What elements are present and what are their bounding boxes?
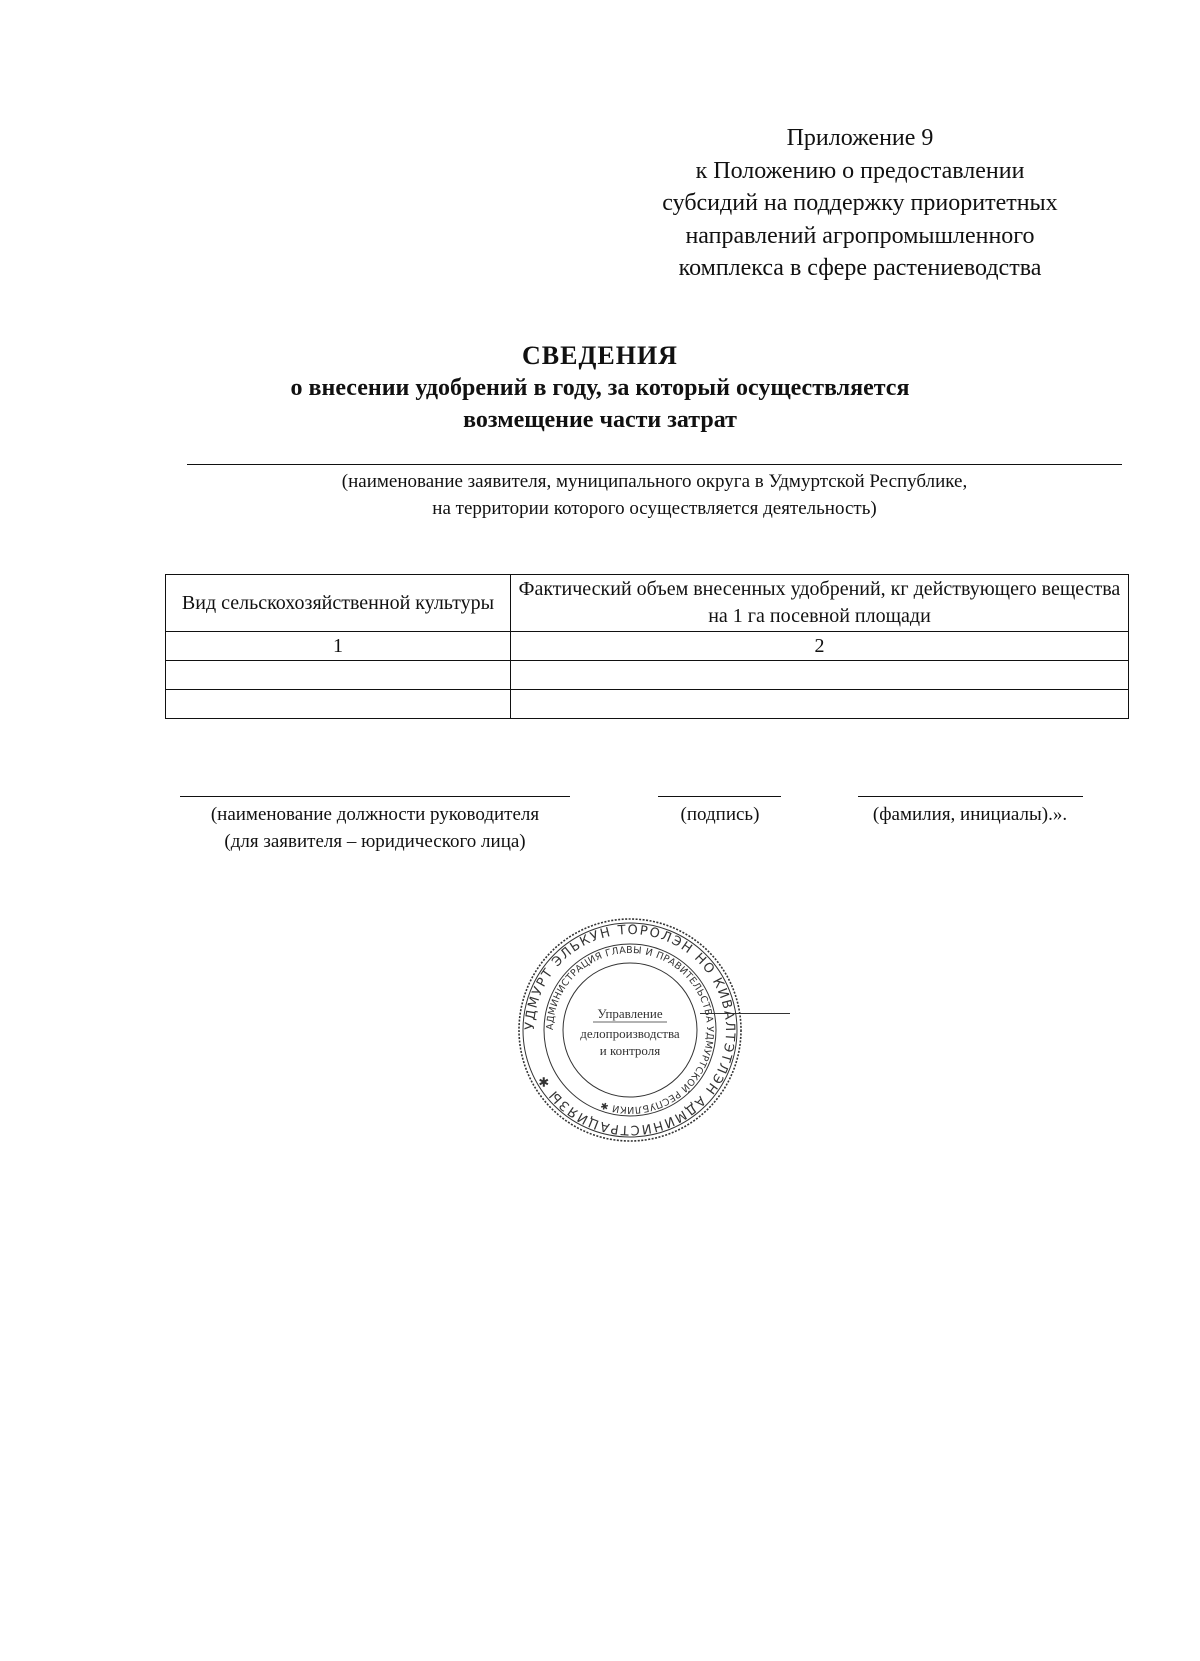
position-caption-line: (для заявителя – юридического лица) [224, 831, 526, 852]
applicant-caption-line: (наименование заявителя, муниципального округа в Удмуртской Республике, [341, 471, 968, 492]
title-line: возмещение части затрат [463, 407, 737, 433]
seal-outer-text: УДМУРТ ЭЛЬКУН ТОРОЛЭН НО КИВАЛТЭТЛЭН АДМИНИСТРАЦИЯЗЫ ✱ [522, 922, 738, 1138]
header-fertilizer-volume: Фактический объем внесенных удобрений, кг действующего вещества на 1 га посевной площади [511, 575, 1129, 632]
signature-caption: (подпись) [680, 804, 760, 825]
table-row [166, 690, 1129, 719]
table-cell[interactable] [511, 661, 1129, 690]
document-title [150, 340, 1050, 436]
appendix-line: субсидий на поддержку приоритетных [662, 190, 1058, 216]
table-cell[interactable] [166, 690, 511, 719]
seal-inner-text: АДМИНИСТРАЦИЯ ГЛАВЫ И ПРАВИТЕЛЬСТВА УДМУРТСКОЙ РЕСПУБЛИКИ ✱ [544, 944, 716, 1116]
appendix-line: Приложение 9 [786, 125, 934, 151]
applicant-caption [187, 468, 1122, 522]
fertilizer-table [165, 574, 1129, 719]
position-caption [170, 801, 580, 855]
position-caption-line: (наименование должности руководителя [210, 804, 540, 825]
seal-signature-line [700, 1013, 790, 1014]
title-main: СВЕДЕНИЯ [522, 341, 678, 370]
table-cell[interactable] [511, 690, 1129, 719]
seal-center-text: и контроля [599, 1043, 661, 1058]
title-line: о внесении удобрений в году, за который осуществляется [290, 375, 910, 401]
table-cell[interactable] [166, 661, 511, 690]
appendix-line: к Положению о предоставлении [695, 157, 1025, 184]
position-line [180, 796, 570, 797]
applicant-caption-line: на территории которого осуществляется деятельность) [432, 498, 877, 519]
seal-center-text: делопроизводства [580, 1026, 680, 1041]
official-seal-stamp [515, 915, 745, 1145]
column-number: 1 [166, 632, 511, 661]
table-row [166, 661, 1129, 690]
header-crop-type: Вид сельскохозяйственной культуры [166, 575, 511, 632]
seal-center-text: Управление [597, 1006, 663, 1021]
column-number: 2 [511, 632, 1129, 661]
table-header-row [166, 575, 1129, 632]
appendix-header [620, 122, 1100, 285]
name-caption: (фамилия, инициалы).». [872, 804, 1068, 825]
applicant-name-line [187, 464, 1122, 465]
appendix-line: комплекса в сфере растениеводства [678, 255, 1042, 281]
signature-line [658, 796, 781, 797]
table-numbering-row [166, 632, 1129, 661]
appendix-line: направлений агропромышленного [685, 222, 1035, 249]
name-line [858, 796, 1083, 797]
